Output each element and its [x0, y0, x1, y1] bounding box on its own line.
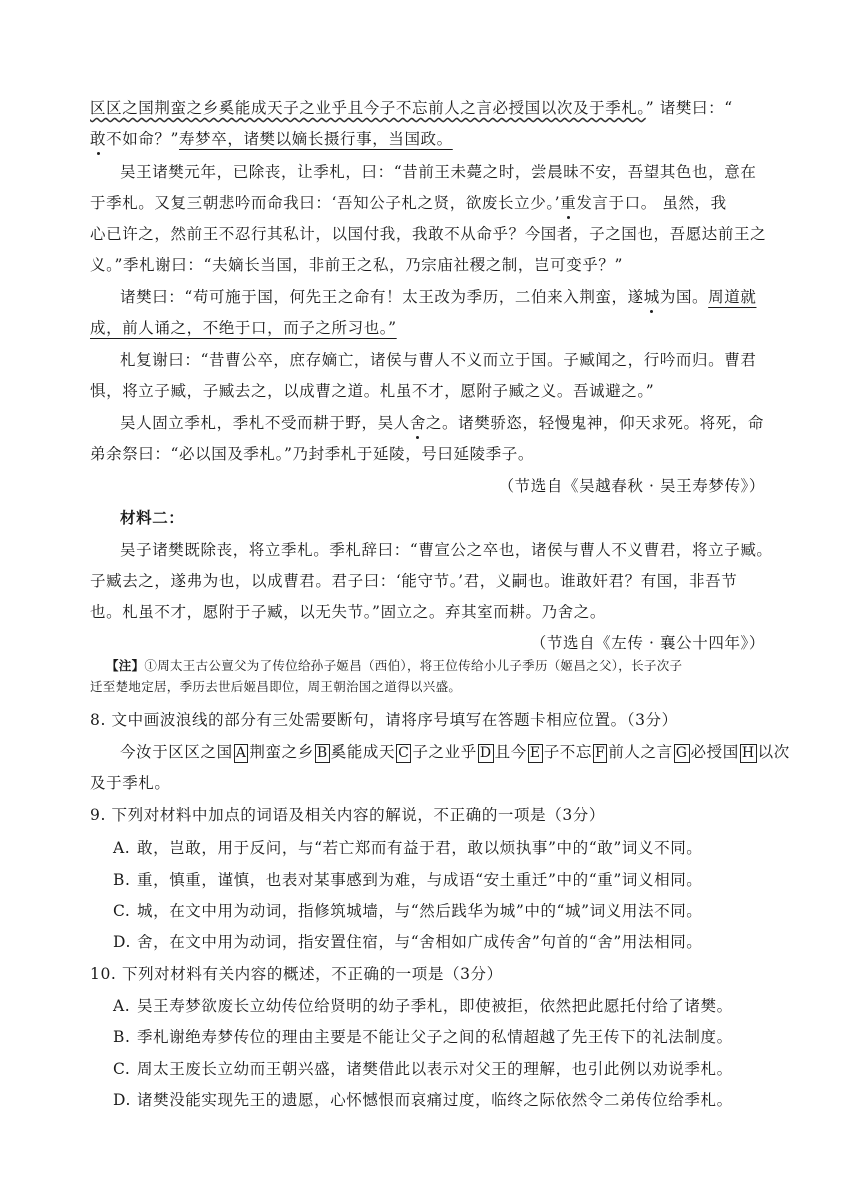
passage-line: 心已许之，然前王不忍行其私计，以国付我，我敢不从命乎？今国者，子之国也，吾愿达前王之 [90, 225, 767, 243]
passage-line: 区区之国荆蛮之乡奚能成天子之业乎且今子不忘前人之言必授国以次及于季札。” 诸樊曰：“ [90, 99, 733, 117]
passage-line: 吴王诸樊元年，已除丧，让季札，曰：“昔前王未薨之时，尝晨昧不安，吾望其色也，意在 [120, 163, 757, 181]
break-box-d: D [479, 745, 492, 761]
footnote: 【注】①周太王古公亶父为了传位给孙子姬昌（西伯），将王位传给小儿子季历（姬昌之父），长子次子 [106, 658, 683, 673]
source-citation: （节选自《吴越春秋 · 吴王寿梦传》） [498, 477, 765, 495]
passage-line: 吴人固立季札，季札不受而耕于野，吴人舍之。诸樊骄恣，轻慢鬼神，仰天求死。将死，命 [120, 414, 765, 432]
passage-line: 惧，将立子臧，子臧去之，以成曹之道。札虽不才，愿附子臧之义。吾诚避之。” [90, 382, 655, 400]
dotted-char: 城 [643, 288, 660, 306]
break-box-b: B [316, 745, 328, 761]
q9-option-d: D. 舍，在文中用为动词，指安置住宿，与“舍相如广成传舍”句首的“舍”用法相同。 [113, 933, 703, 951]
break-box-h: H [741, 745, 755, 761]
passage-line: 义。”季札谢曰：“夫嫡长当国，非前王之私，乃宗庙社稷之制，岂可变乎？” [90, 256, 624, 274]
q9-option-c: C. 城，在文中用为动词，指修筑城墙，与“然后践华为城”中的“城”词义用法不同。 [113, 902, 703, 920]
section-heading: 材料二： [120, 508, 185, 527]
question-8-stem: 8. 文中画波浪线的部分有三处需要断句，请将序号填写在答题卡相应位置。（3分） [90, 711, 678, 729]
passage-line: 也。札虽不才，愿附于子臧，以无失节。”固立之。弃其室而耕。乃舍之。 [90, 603, 606, 621]
break-box-g: G [675, 745, 688, 761]
break-box-a: A [235, 745, 247, 761]
footnote: 迁至楚地定居，季历去世后姬昌即位，周王朝治国之道得以兴盛。 [90, 679, 462, 694]
passage-line: 子臧去之，遂弗为也，以成曹君。君子曰：‘能守节。’君，义嗣也。谁敢奸君？有国，非吾节 [90, 572, 738, 590]
q10-option-c: C. 周太王废长立幼而王朝兴盛，诸樊借此以表示对父王的理解，也引此例以劝说季札。 [113, 1060, 733, 1078]
dotted-char: 敢 [90, 130, 107, 148]
question-10-stem: 10. 下列对材料有关内容的概述，不正确的一项是（3分） [90, 965, 503, 983]
passage-line [90, 316, 780, 340]
q10-option-a: A. 吴王寿梦欲废长立幼传位给贤明的幼子季札，即使被拒，依然把此愿托付给了诸樊。 [113, 997, 733, 1015]
passage-line: 诸樊曰：“苟可施于国，何先王之命有！太王改为季历，二伯来入荆蛮，遂城为国。周道就 [120, 288, 757, 306]
passage-line: 弟余祭曰：“必以国及季札。”乃封季札于延陵，号曰延陵季子。 [90, 445, 534, 463]
q10-option-b: B. 季札谢绝寿梦传位的理由主要是不能让父子之间的私情超越了先王传下的礼法制度。 [113, 1028, 733, 1046]
passage-line: 于季札。又复三朝悲吟而命我曰：‘吾知公子札之贤，欲废长立少。’重发言于口。 虽然，我 [90, 194, 727, 212]
wavy-underlined-text: 区区之国荆蛮之乡奚能成天子之业乎且今子不忘前人之言必授国以次及于季札。 [90, 99, 646, 117]
q9-option-b: B. 重，慎重，谨慎，也表对某事感到为难，与成语“安土重迁”中的“重”词义相同。 [113, 871, 703, 889]
dotted-char: 重 [560, 194, 577, 212]
question-8-sentence-tail: 及于季札。 [90, 774, 171, 792]
break-box-c: C [398, 745, 410, 761]
question-9-stem: 9. 下列对材料中加点的词语及相关内容的解说，不正确的一项是（3分） [90, 806, 605, 824]
question-8-sentence: 今汝于区区之国 A 荆蛮之乡 B 奚能成天 C 子之业乎 D 且今 E 子不忘 F 前人之言 G 必授国 H 以次 [120, 743, 790, 761]
underlined-text: 周道就 [708, 288, 757, 306]
underlined-text: 成，前人诵之，不绝于口，而子之所习也。” [90, 319, 397, 337]
q10-option-d: D. 诸樊没能实现先王的遗愿，心怀憾恨而哀痛过度，临终之际依然令二弟传位给季札。 [113, 1091, 733, 1109]
source-citation: （节选自《左传 · 襄公十四年》） [530, 634, 765, 652]
underlined-text: 寿梦卒，诸樊以嫡长摄行事，当国政。 [179, 130, 453, 148]
passage-line: 札复谢曰：“昔曹公卒，庶存嫡亡，诸侯与曹人不义而立于国。子臧闻之，行吟而归。曹君 [120, 351, 757, 369]
passage-line: 吴子诸樊既除丧，将立季札。季札辞曰：“曹宣公之卒也，诸侯与曹人不义曹君，将立子臧。 [120, 541, 773, 559]
passage-line: 敢不如命？”寿梦卒，诸樊以嫡长摄行事，当国政。 [90, 130, 453, 148]
break-box-e: E [529, 745, 541, 761]
break-box-f: F [595, 745, 606, 761]
q9-option-a: A. 敢，岂敢，用于反问，与“若亡郑而有益于君，敢以烦执事”中的“敢”词义不同。 [113, 839, 703, 857]
dotted-char: 舍 [409, 414, 426, 432]
